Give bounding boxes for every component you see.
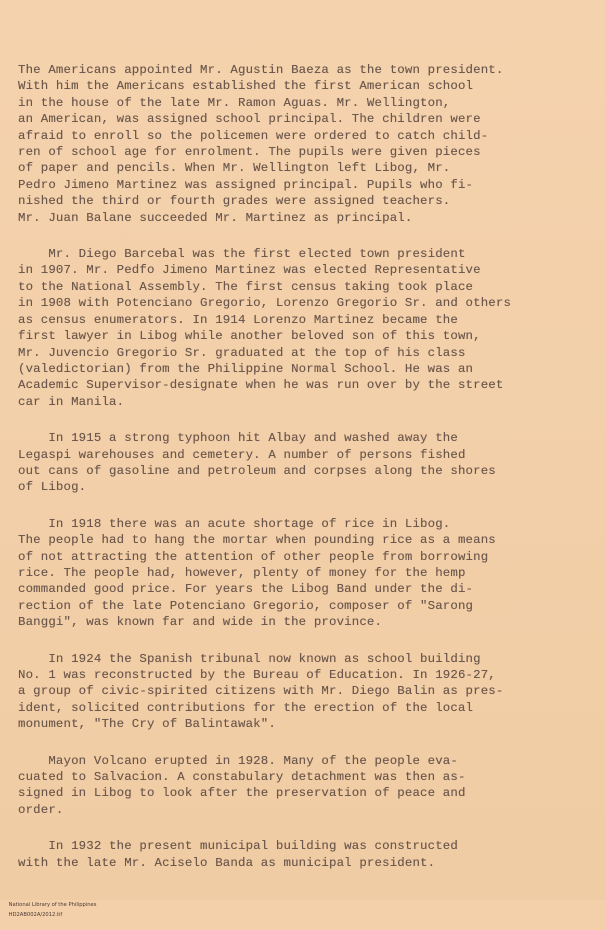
text-line: to the National Assembly. The first census taking took place: [18, 279, 474, 294]
text-line: a group of civic-spirited citizens with Mr. Diego Balin as pres-: [18, 684, 504, 699]
text-line: order.: [18, 802, 64, 817]
text-line: out cans of gasoline and petroleum and corpses along the shores: [18, 463, 496, 478]
text-line: Academic Supervisor-designate when he was run over by the street: [18, 378, 504, 393]
text-line: Mayon Volcano erupted in 1928. Many of the people eva-: [18, 753, 458, 768]
text-line: afraid to enroll so the policemen were ordered to catch child-: [18, 128, 489, 143]
text-line: Pedro Jimeno Martinez was assigned principal. Pupils who fi-: [18, 177, 474, 192]
text-line: Mr. Juan Balane succeeded Mr. Martinez as principal.: [18, 210, 413, 225]
text-line: first lawyer in Libog while another beloved son of this town,: [18, 329, 481, 344]
text-line: in 1907. Mr. Pedfo Jimeno Martinez was elected Representative: [18, 263, 481, 278]
text-line: Legaspi warehouses and cemetery. A number of persons fished: [18, 447, 466, 462]
text-line: of Libog.: [18, 480, 87, 495]
text-line: Banggi", was known far and wide in the province.: [18, 615, 383, 630]
text-line: rice. The people had, however, plenty of money for the hemp: [18, 565, 466, 580]
text-line: with the late Mr. Aciselo Banda as municipal president.: [18, 855, 436, 870]
text-line: rection of the late Potenciano Gregorio, composer of "Sarong: [18, 598, 474, 613]
text-line: an American, was assigned school principal. The children were: [18, 112, 481, 127]
text-line: ren of school age for enrolment. The pupils were given pieces: [18, 145, 481, 160]
text-line: The people had to hang the mortar when pounding rice as a means: [18, 533, 496, 548]
text-line: (valedictorian) from the Philippine Normal School. He was an: [18, 361, 474, 376]
text-line: signed in Libog to look after the preservation of peace and: [18, 786, 466, 801]
footer-institution: National Library of the Philippines: [8, 902, 97, 908]
text-line: cuated to Salvacion. A constabulary detachment was then as-: [18, 770, 466, 785]
paragraph-7: [18, 838, 596, 871]
text-line: Mr. Juvencio Gregorio Sr. graduated at the top of his class: [18, 345, 466, 360]
paragraph-1: [18, 62, 596, 226]
text-line: commanded good price. For years the Libog Band under the di-: [18, 582, 474, 597]
paragraph-4: [18, 516, 596, 631]
document-body: [18, 62, 596, 891]
text-line: No. 1 was reconstructed by the Bureau of Education. In 1926-27,: [18, 668, 496, 682]
text-line: nished the third or fourth grades were assigned teachers.: [18, 194, 451, 209]
text-line: Mr. Diego Barcebal was the first elected town president: [18, 247, 466, 262]
text-line: In 1932 the present municipal building was constructed: [18, 839, 458, 854]
text-line: in the house of the late Mr. Ramon Aguas. Mr. Wellington,: [18, 95, 451, 110]
text-line: With him the Americans established the first American school: [18, 79, 474, 94]
paragraph-5: [18, 651, 596, 733]
text-line: of paper and pencils. When Mr. Wellington left Libog, Mr.: [18, 161, 451, 176]
text-line: car in Manila.: [18, 394, 125, 409]
paragraph-6: [18, 753, 596, 819]
footer-reference: HD2AB002A/2012.tif: [8, 912, 63, 918]
text-line: monument, "The Cry of Balintawak".: [18, 717, 276, 732]
scan-footer: [2, 890, 605, 918]
text-line: ident, solicited contributions for the erection of the local: [18, 700, 474, 715]
text-line: In 1924 the Spanish tribunal now known as school building: [18, 651, 481, 666]
text-line: The Americans appointed Mr. Agustin Baeza as the town president.: [18, 63, 504, 77]
text-line: in 1908 with Potenciano Gregorio, Lorenzo Gregorio Sr. and others: [18, 296, 512, 311]
text-line: In 1918 there was an acute shortage of rice in Libog.: [18, 516, 451, 531]
text-line: as census enumerators. In 1914 Lorenzo Martinez became the: [18, 312, 458, 327]
text-line: In 1915 a strong typhoon hit Albay and washed away the: [18, 431, 458, 446]
text-line: of not attracting the attention of other people from borrowing: [18, 549, 489, 564]
paragraph-2: [18, 246, 596, 410]
paragraph-3: [18, 430, 596, 496]
